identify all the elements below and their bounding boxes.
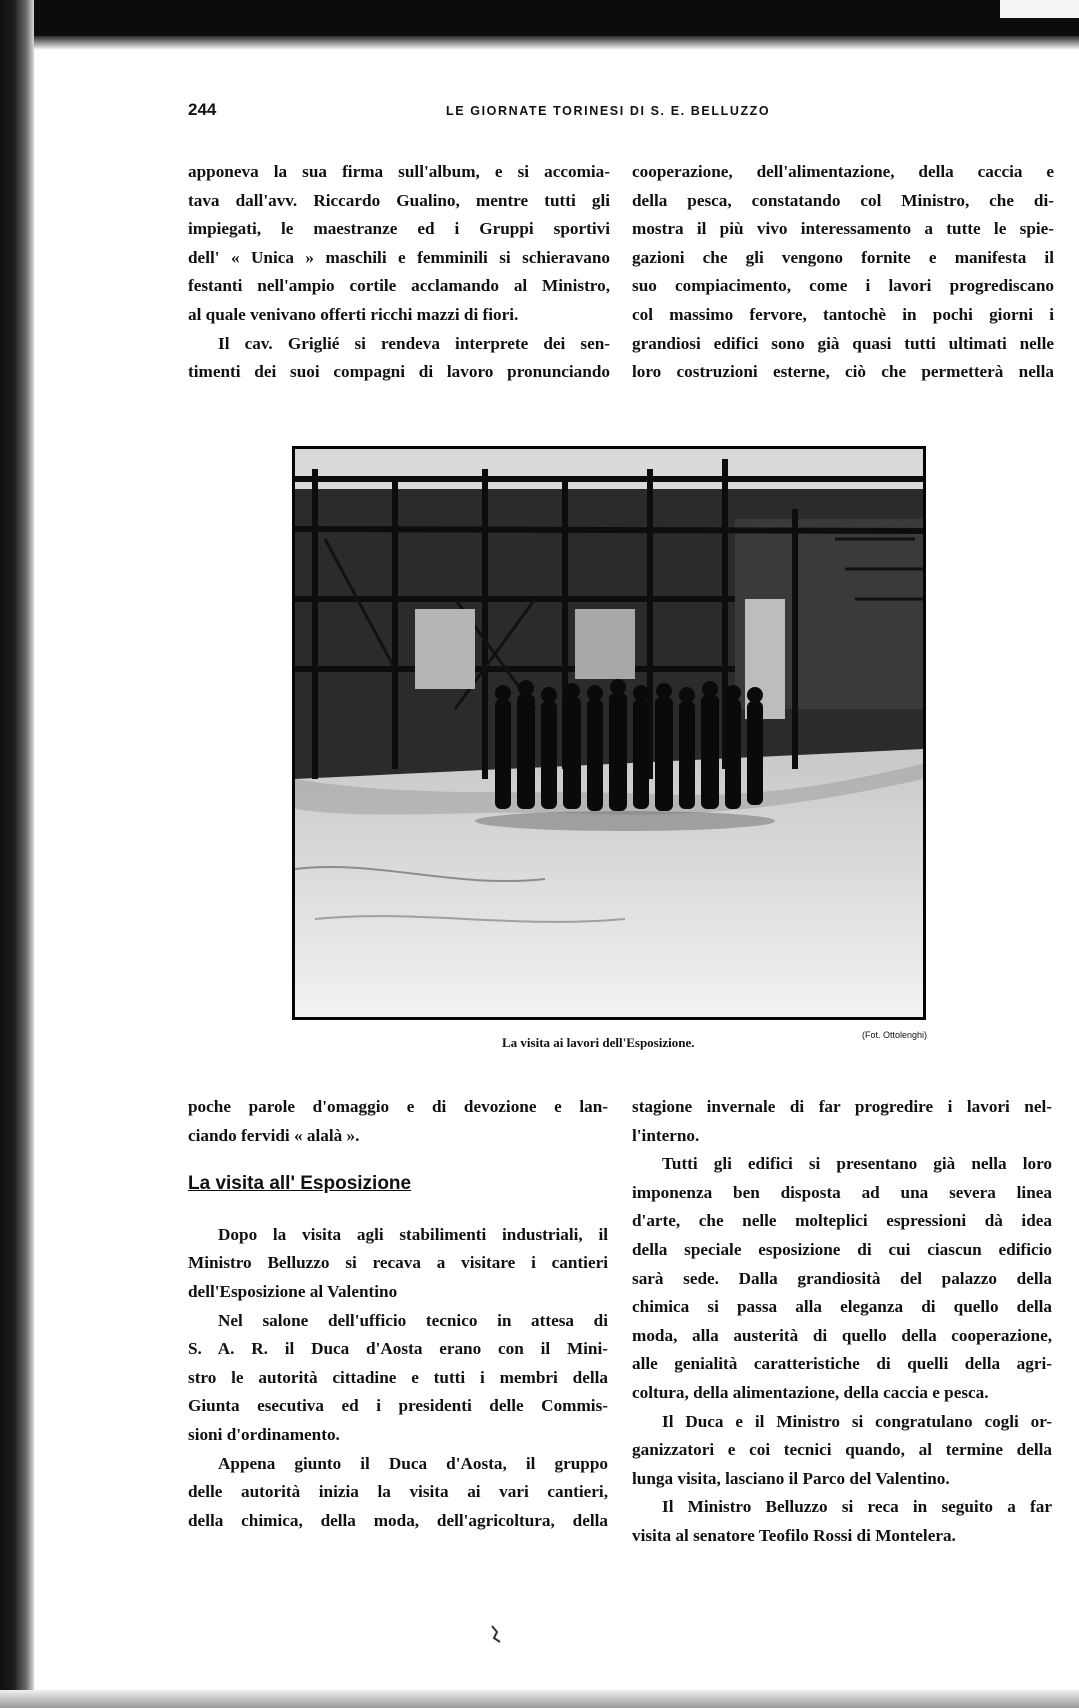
text-line: Tutti gli edifici si presentano già nella loro xyxy=(662,1154,1052,1174)
text-line: Appena giunto il Duca d'Aosta, il gruppo xyxy=(218,1453,608,1473)
text-line: festanti nell'ampio cortile acclamando al Ministro, xyxy=(188,276,610,296)
text-line: visita al senatore Teofilo Rossi di Montelera. xyxy=(632,1525,956,1545)
text-line: ciando fervidi « alalà ». xyxy=(188,1125,360,1145)
column-top-left xyxy=(188,158,610,387)
text-line: Il Duca e il Ministro si congratulano cogli or- xyxy=(662,1411,1052,1431)
text-line: al quale venivano offerti ricchi mazzi di fiori. xyxy=(188,304,519,324)
text-line: col massimo fervore, tantochè in pochi giorni i xyxy=(632,304,1054,324)
text-line: d'arte, che nelle molteplici espressioni dà idea xyxy=(632,1211,1052,1231)
text-line: Nel salone dell'ufficio tecnico in attesa di xyxy=(218,1310,608,1330)
exhibition-photograph xyxy=(292,446,926,1020)
text-line: moda, alla austerità di quello della cooperazione, xyxy=(632,1325,1052,1345)
text-line: della chimica, della moda, dell'agricoltura, della xyxy=(188,1510,608,1530)
text-line: impiegati, le maestranze ed i Gruppi sportivi xyxy=(188,219,610,239)
scan-edge-bottom xyxy=(0,1690,1079,1708)
ink-smudge xyxy=(488,1624,506,1644)
running-title: LE GIORNATE TORINESI DI S. E. BELLUZZO xyxy=(446,104,771,118)
page-header xyxy=(188,100,1028,124)
text-line: dell'Esposizione al Valentino xyxy=(188,1281,398,1301)
photo-illustration xyxy=(295,449,923,1017)
text-line: gazioni che gli vengono fornite e manifesta il xyxy=(632,247,1054,267)
text-line: Dopo la visita agli stabilimenti industriali, il xyxy=(218,1224,608,1244)
text-line: alle genialità caratteristiche di quelli della agri- xyxy=(632,1354,1052,1374)
text-line: sarà sede. Dalla grandiosità del palazzo della xyxy=(632,1268,1052,1288)
text-line: ganizzatori e coi tecnici quando, al termine della xyxy=(632,1440,1052,1460)
text-line: S. A. R. il Duca d'Aosta erano con il Mini- xyxy=(188,1339,608,1359)
scan-edge-top xyxy=(0,0,1079,36)
text-line: Il Ministro Belluzzo si reca in seguito a far xyxy=(662,1497,1052,1517)
photo-credit: (Fot. Ottolenghi) xyxy=(862,1030,928,1040)
scan-edge-notch xyxy=(1000,0,1079,18)
text-line: della speciale esposizione di cui ciascun edificio xyxy=(632,1239,1052,1259)
section-heading: La visita all' Esposizione xyxy=(188,1173,412,1195)
text-line: tava dall'avv. Riccardo Gualino, mentre tutti gli xyxy=(188,190,610,210)
scan-edge-left xyxy=(0,0,34,1708)
text-line: chimica si passa alla eleganza di quello della xyxy=(632,1297,1052,1317)
text-line: mostra il più vivo interessamento a tutte le spie- xyxy=(632,219,1054,239)
text-line: apponeva la sua firma sull'album, e si accomia- xyxy=(188,162,610,181)
text-line: grandiosi edifici sono già quasi tutti ultimati nelle xyxy=(632,333,1054,353)
text-line: della pesca, constatando col Ministro, che di- xyxy=(632,190,1054,210)
text-line: stagione invernale di far progredire i lavori nel- xyxy=(632,1097,1052,1116)
text-line: l'interno. xyxy=(632,1125,700,1145)
scan-edge-shadow xyxy=(0,36,1079,50)
column-bottom-right xyxy=(632,1093,1052,1551)
text-line: dell' « Unica » maschili e femminili si schieravano xyxy=(188,247,610,267)
text-line: lunga visita, lasciano il Parco del Valentino. xyxy=(632,1468,950,1488)
text-line: sioni d'ordinamento. xyxy=(188,1424,340,1444)
text-line: delle autorità inizia la visita ai vari cantieri, xyxy=(188,1482,608,1502)
text-line: Il cav. Griglié si rendeva interprete dei sen- xyxy=(218,333,610,353)
text-line: loro costruzioni esterne, ciò che permetterà nella xyxy=(632,362,1054,382)
photo-caption: La visita ai lavori dell'Esposizione. xyxy=(502,1035,695,1050)
text-line: timenti dei suoi compagni di lavoro pronunciando xyxy=(188,362,610,382)
text-line: stro le autorità cittadine e tutti i membri della xyxy=(188,1367,608,1387)
column-top-right xyxy=(632,158,1054,387)
text-line: Ministro Belluzzo si recava a visitare i cantieri xyxy=(188,1253,608,1273)
page-number: 244 xyxy=(188,100,217,119)
text-line: suo compiacimento, come i lavori progrediscano xyxy=(632,276,1054,296)
text-line: coltura, della alimentazione, della caccia e pesca. xyxy=(632,1382,989,1402)
text-line: poche parole d'omaggio e di devozione e lan- xyxy=(188,1097,608,1116)
text-line: Giunta esecutiva ed i presidenti delle Commis- xyxy=(188,1396,608,1416)
text-line: cooperazione, dell'alimentazione, della caccia e xyxy=(632,162,1054,181)
text-line: imponenza ben disposta ad una severa linea xyxy=(632,1182,1052,1202)
column-bottom-left xyxy=(188,1093,608,1535)
